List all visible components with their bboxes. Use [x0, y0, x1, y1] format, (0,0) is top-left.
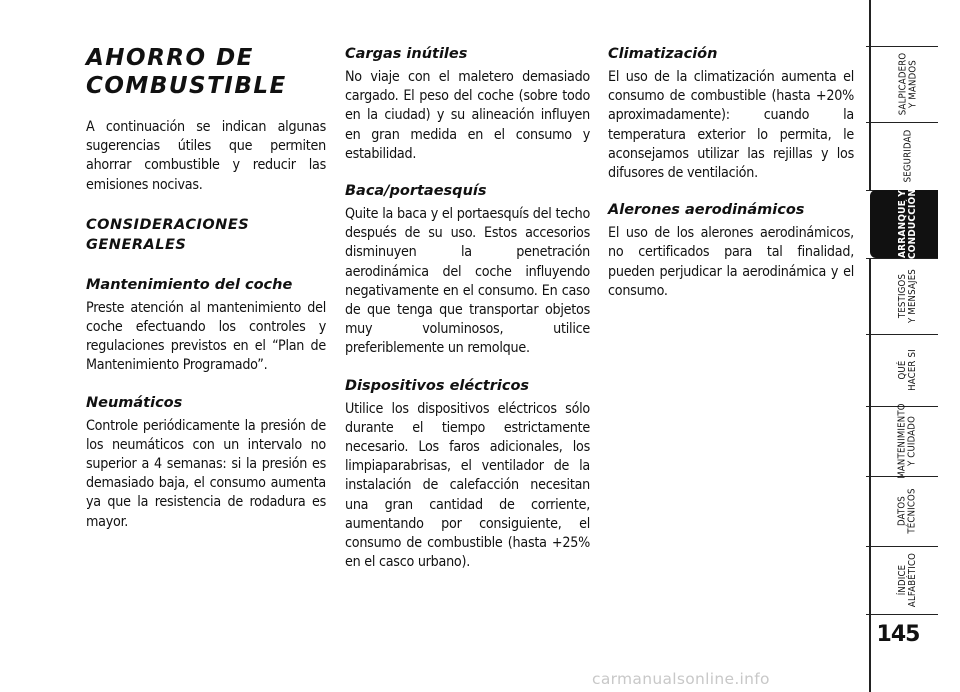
- tab-datos[interactable]: [878, 476, 938, 546]
- chapter-tabs: [866, 0, 960, 692]
- alerones-heading: Alerones aerodinámicos: [608, 202, 805, 219]
- tab-edge: [869, 258, 871, 334]
- page-number: 145: [876, 622, 920, 647]
- cargas-heading: Cargas inútiles: [345, 46, 468, 62]
- section-heading-line2: GENERALES: [86, 236, 187, 253]
- section-heading: [86, 215, 326, 255]
- tab-label: DATOS TÉCNICOS: [896, 488, 918, 534]
- tab-label: SEGURIDAD: [902, 129, 913, 183]
- tab-label: ÍNDICE ALFABÉTICO: [896, 552, 918, 608]
- tab-mantenimiento[interactable]: [878, 403, 938, 479]
- tab-que-hacer[interactable]: [878, 334, 938, 406]
- page-title-line2: COMBUSTIBLE: [86, 73, 287, 99]
- dispositivos-paragraph: Utilice los dispositivos eléctricos sólo durante el tiempo estrictamente necesario. Los faros adicionales, los limpiaparabrisas, el ventilador de la instalación de calefacción necesitan una gran cantidad de corriente, aumentando por consiguiente, el consumo de combustible (hasta +25% en el casco urbano).: [345, 400, 590, 571]
- alerones-paragraph: El uso de los alerones aerodinámicos, no certificados para tal finalidad, pueden perjudicar la aerodinámica y el consumo.: [608, 225, 854, 299]
- tab-edge: [869, 334, 871, 406]
- tab-testigos[interactable]: [878, 258, 938, 334]
- column-middle: [345, 44, 590, 572]
- climatizacion-paragraph: El uso de la climatización aumenta el consumo de combustible (hasta +20% aproximadamente): cuando la temperatura exterior lo permita, le aconsejamos utilizar las rejillas y los difusores de ventilación.: [608, 69, 854, 182]
- tab-divider: [866, 614, 938, 615]
- watermark-text: carmanualsonline.info: [592, 670, 770, 688]
- tab-label: QUÉ HACER SI: [897, 349, 918, 391]
- tab-edge: [869, 122, 871, 190]
- dispositivos-heading: Dispositivos eléctricos: [345, 377, 530, 394]
- page-title: [86, 44, 326, 100]
- column-right: [608, 44, 854, 301]
- tab-label: SALPICADERO Y MANDOS: [897, 52, 919, 116]
- tab-edge: [869, 46, 871, 122]
- tab-edge: [869, 406, 871, 476]
- tab-edge: [869, 546, 871, 614]
- tab-label: MANTENIMIENTO Y CUIDADO: [897, 403, 918, 479]
- tab-salpicadero[interactable]: [878, 46, 938, 122]
- tab-label: ARRANQUE Y CONDUCCIÓN: [897, 188, 918, 260]
- tab-edge: [869, 0, 871, 46]
- page-title-line1: AHORRO DE: [86, 45, 254, 71]
- tab-indice[interactable]: [878, 546, 938, 614]
- baca-paragraph: Quite la baca y el portaesquís del techo después de su uso. Estos accesorios disminuyen la penetración aerodinámica del coche influyendo negativamente en el consumo. En caso de que tenga que transportar objetos muy voluminosos, utilice preferiblemente un remolque.: [345, 206, 590, 357]
- cargas-paragraph: No viaje con el maletero demasiado cargado. El peso del coche (sobre todo en la ciudad) y su alineación influyen en gran medida en el consumo y estabilidad.: [345, 69, 590, 162]
- mantenimiento-paragraph: Preste atención al mantenimiento del coche efectuando los controles y regulaciones previstos en el “Plan de Mantenimiento Programado”.: [86, 299, 326, 374]
- intro-paragraph: A continuación se indican algunas sugerencias útiles que permiten ahorrar combustible y reducir las emisiones nocivas.: [86, 119, 326, 193]
- climatizacion-heading: Climatización: [608, 46, 718, 62]
- mantenimiento-heading: Mantenimiento del coche: [86, 276, 293, 293]
- section-heading-line1: CONSIDERACIONES: [86, 216, 250, 233]
- tab-seguridad[interactable]: [878, 122, 938, 190]
- column-left: [86, 44, 326, 532]
- tab-arranque[interactable]: [878, 190, 938, 258]
- neumaticos-paragraph: Controle periódicamente la presión de los neumáticos con un intervalo no superior a 4 semanas: si la presión es demasiado baja, el consumo aumenta ya que la resistencia de rodadura es mayor.: [86, 417, 326, 530]
- tab-label: TESTIGOS Y MENSAJES: [897, 269, 918, 323]
- baca-heading: Baca/portaesquís: [345, 183, 487, 200]
- neumaticos-heading: Neumáticos: [86, 394, 183, 411]
- tab-edge: [869, 476, 871, 546]
